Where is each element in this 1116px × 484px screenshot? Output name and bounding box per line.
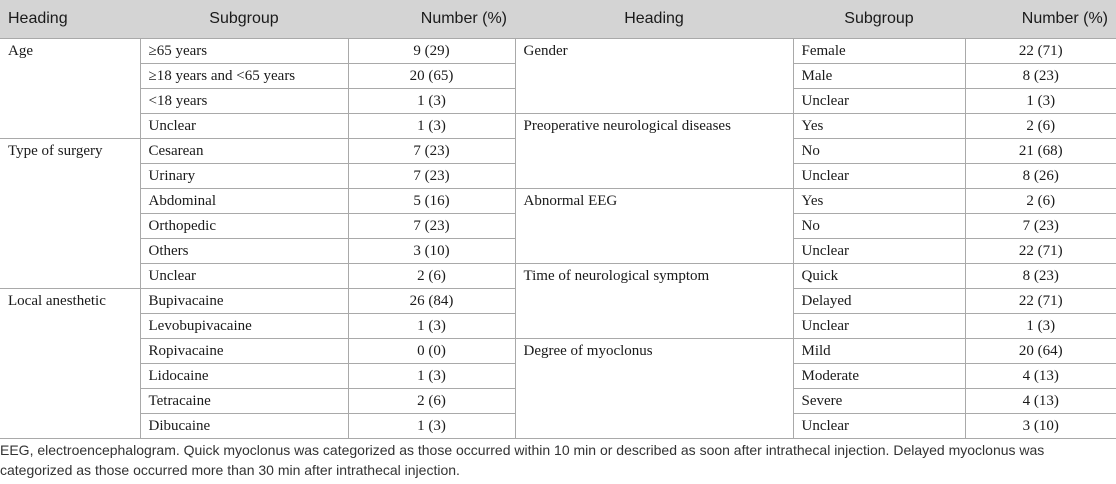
left-group-heading: Age bbox=[0, 39, 140, 139]
left-number-cell: 3 (10) bbox=[348, 239, 515, 264]
right-number-cell: 2 (6) bbox=[965, 114, 1116, 139]
left-subgroup-cell: Urinary bbox=[140, 164, 348, 189]
left-subgroup-cell: Bupivacaine bbox=[140, 289, 348, 314]
left-number-cell: 7 (23) bbox=[348, 214, 515, 239]
left-subgroup-cell: Ropivacaine bbox=[140, 339, 348, 364]
left-number-cell: 9 (29) bbox=[348, 39, 515, 64]
right-subgroup-cell: Yes bbox=[793, 114, 965, 139]
header-number-left: Number (%) bbox=[348, 0, 515, 39]
header-subgroup-left: Subgroup bbox=[140, 0, 348, 39]
right-number-cell: 22 (71) bbox=[965, 39, 1116, 64]
left-subgroup-cell: Lidocaine bbox=[140, 364, 348, 389]
left-number-cell: 0 (0) bbox=[348, 339, 515, 364]
left-number-cell: 1 (3) bbox=[348, 364, 515, 389]
footnote: EEG, electroencephalogram. Quick myoclonus was categorized as those occurred within 10 min or described as soon after intrathecal injection. Delayed myoclonus was categorized as those occurred more than 30 min after intrathecal injection. bbox=[0, 442, 1045, 478]
table-body bbox=[0, 39, 1116, 439]
left-subgroup-cell: Tetracaine bbox=[140, 389, 348, 414]
right-number-cell: 20 (64) bbox=[965, 339, 1116, 364]
header-number-right: Number (%) bbox=[965, 0, 1116, 39]
header-subgroup-right: Subgroup bbox=[793, 0, 965, 39]
right-subgroup-cell: Moderate bbox=[793, 364, 965, 389]
right-number-cell: 21 (68) bbox=[965, 139, 1116, 164]
table-row bbox=[0, 189, 1116, 214]
left-number-cell: 7 (23) bbox=[348, 139, 515, 164]
left-number-cell: 26 (84) bbox=[348, 289, 515, 314]
left-number-cell: 1 (3) bbox=[348, 89, 515, 114]
right-number-cell: 4 (13) bbox=[965, 389, 1116, 414]
right-number-cell: 22 (71) bbox=[965, 239, 1116, 264]
header-heading-right: Heading bbox=[515, 0, 793, 39]
right-subgroup-cell: Yes bbox=[793, 189, 965, 214]
table-row bbox=[0, 39, 1116, 64]
left-subgroup-cell: ≥65 years bbox=[140, 39, 348, 64]
right-number-cell: 3 (10) bbox=[965, 414, 1116, 439]
right-subgroup-cell: Unclear bbox=[793, 239, 965, 264]
left-subgroup-cell: Cesarean bbox=[140, 139, 348, 164]
left-number-cell: 1 (3) bbox=[348, 114, 515, 139]
right-number-cell: 4 (13) bbox=[965, 364, 1116, 389]
right-subgroup-cell: Severe bbox=[793, 389, 965, 414]
right-subgroup-cell: Delayed bbox=[793, 289, 965, 314]
right-number-cell: 8 (23) bbox=[965, 264, 1116, 289]
right-group-heading: Degree of myoclonus bbox=[515, 339, 793, 439]
header-row bbox=[0, 0, 1116, 39]
right-group-heading: Abnormal EEG bbox=[515, 189, 793, 264]
left-subgroup-cell: Unclear bbox=[140, 264, 348, 289]
left-subgroup-cell: Unclear bbox=[140, 114, 348, 139]
right-number-cell: 8 (23) bbox=[965, 64, 1116, 89]
right-number-cell: 7 (23) bbox=[965, 214, 1116, 239]
table-row bbox=[0, 264, 1116, 289]
table-row bbox=[0, 339, 1116, 364]
right-number-cell: 2 (6) bbox=[965, 189, 1116, 214]
right-number-cell: 8 (26) bbox=[965, 164, 1116, 189]
right-subgroup-cell: Mild bbox=[793, 339, 965, 364]
table-row bbox=[0, 114, 1116, 139]
right-subgroup-cell: Quick bbox=[793, 264, 965, 289]
left-number-cell: 1 (3) bbox=[348, 314, 515, 339]
right-subgroup-cell: Unclear bbox=[793, 89, 965, 114]
right-number-cell: 1 (3) bbox=[965, 89, 1116, 114]
right-subgroup-cell: Unclear bbox=[793, 164, 965, 189]
right-subgroup-cell: Unclear bbox=[793, 414, 965, 439]
left-number-cell: 5 (16) bbox=[348, 189, 515, 214]
left-subgroup-cell: Levobupivacaine bbox=[140, 314, 348, 339]
left-group-heading: Type of surgery bbox=[0, 139, 140, 289]
left-subgroup-cell: ≥18 years and <65 years bbox=[140, 64, 348, 89]
left-subgroup-cell: Others bbox=[140, 239, 348, 264]
left-subgroup-cell: Orthopedic bbox=[140, 214, 348, 239]
left-subgroup-cell: <18 years bbox=[140, 89, 348, 114]
right-number-cell: 22 (71) bbox=[965, 289, 1116, 314]
right-subgroup-cell: Male bbox=[793, 64, 965, 89]
left-subgroup-cell: Abdominal bbox=[140, 189, 348, 214]
left-number-cell: 1 (3) bbox=[348, 414, 515, 439]
right-group-heading: Gender bbox=[515, 39, 793, 114]
left-number-cell: 7 (23) bbox=[348, 164, 515, 189]
right-number-cell: 1 (3) bbox=[965, 314, 1116, 339]
right-subgroup-cell: No bbox=[793, 139, 965, 164]
header-heading-left: Heading bbox=[0, 0, 140, 39]
left-subgroup-cell: Dibucaine bbox=[140, 414, 348, 439]
left-group-heading: Local anesthetic bbox=[0, 289, 140, 439]
left-number-cell: 2 (6) bbox=[348, 389, 515, 414]
right-group-heading: Time of neurological symptom bbox=[515, 264, 793, 339]
right-subgroup-cell: No bbox=[793, 214, 965, 239]
left-number-cell: 2 (6) bbox=[348, 264, 515, 289]
right-subgroup-cell: Female bbox=[793, 39, 965, 64]
right-group-heading: Preoperative neurological diseases bbox=[515, 114, 793, 189]
left-number-cell: 20 (65) bbox=[348, 64, 515, 89]
right-subgroup-cell: Unclear bbox=[793, 314, 965, 339]
